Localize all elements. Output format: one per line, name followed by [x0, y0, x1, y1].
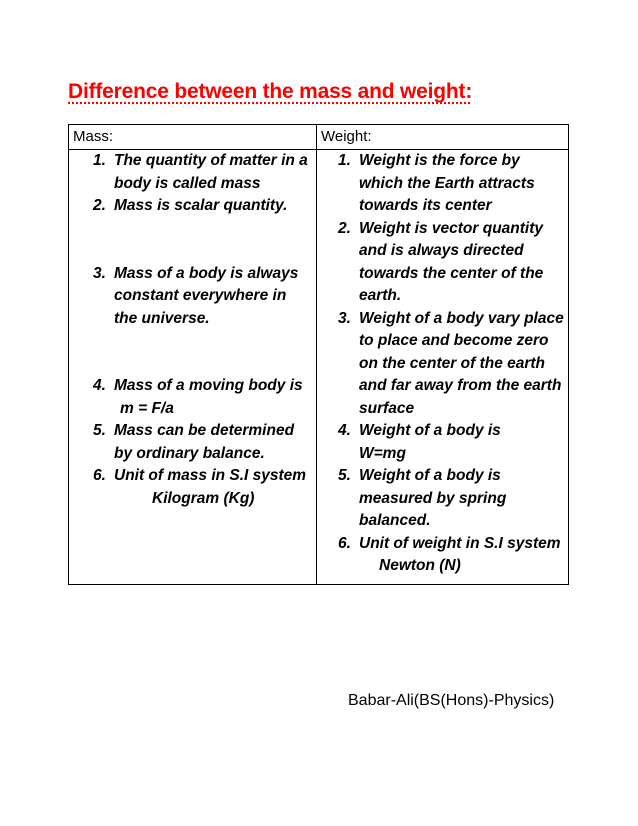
weight-item-4 [317, 420, 568, 465]
list-number: 6. [93, 467, 106, 484]
list-item-text: Weight is the force by which the Earth attracts towards its center [359, 152, 535, 214]
document-title: Difference between the mass and weight: [68, 80, 473, 103]
list-item-text: Mass of a moving body is [114, 377, 303, 394]
list-item-text: Weight is vector quantity and is always directed towards the center of the earth. [359, 219, 544, 304]
comparison-table [68, 124, 569, 585]
weight-list [317, 150, 568, 578]
weight-unit: Newton (N) [379, 557, 461, 574]
list-number: 3. [338, 309, 351, 327]
mass-column [69, 150, 317, 585]
list-item-text: Weight of a body is [359, 422, 501, 439]
weight-item-6 [317, 533, 568, 578]
list-item-text: Weight of a body is measured by spring balanced. [359, 467, 507, 529]
list-item-text: Weight of a body vary place to place and become zero on the center of the earth and far away from the earth surface [359, 309, 564, 417]
table-header-row [69, 125, 569, 150]
weight-item-1 [317, 150, 568, 218]
list-item-text: Unit of mass in S.I system [114, 467, 307, 484]
list-number: 5. [338, 467, 351, 484]
mass-item-5 [69, 420, 316, 465]
weight-column-header: Weight: [317, 125, 569, 150]
list-number: 5. [93, 422, 106, 439]
mass-column-header: Mass: [69, 125, 317, 150]
list-item-text: Mass can be determined by ordinary balance. [114, 422, 295, 462]
weight-formula: W=mg [359, 444, 406, 462]
list-number: 1. [338, 152, 351, 169]
mass-item-6 [69, 465, 316, 510]
mass-item-4 [69, 375, 316, 420]
list-number: 4. [93, 377, 106, 394]
mass-item-2 [69, 195, 316, 218]
mass-unit: Kilogram (Kg) [152, 489, 255, 507]
table-body-row [69, 150, 569, 585]
list-number: 2. [93, 197, 106, 214]
list-number: 6. [338, 534, 351, 552]
mass-item-1 [69, 150, 316, 195]
list-number: 2. [338, 219, 351, 237]
list-item-text: The quantity of matter in a body is called mass [114, 152, 308, 192]
weight-item-5 [317, 465, 568, 533]
weight-item-2 [317, 218, 568, 308]
list-item-text: Mass is scalar quantity. [114, 197, 288, 214]
weight-column [317, 150, 569, 585]
mass-formula: m = F/a [120, 399, 174, 417]
author-signature: Babar-Ali(BS(Hons)-Physics) [348, 692, 555, 709]
mass-item-3 [69, 263, 316, 331]
list-item-text: Unit of weight in S.I system [359, 534, 561, 552]
list-number: 3. [93, 264, 106, 282]
mass-list [69, 150, 316, 510]
list-number: 1. [93, 152, 106, 169]
weight-item-3 [317, 308, 568, 421]
list-item-text: Mass of a body is always constant everywhere in the universe. [114, 264, 299, 327]
list-number: 4. [338, 422, 351, 439]
